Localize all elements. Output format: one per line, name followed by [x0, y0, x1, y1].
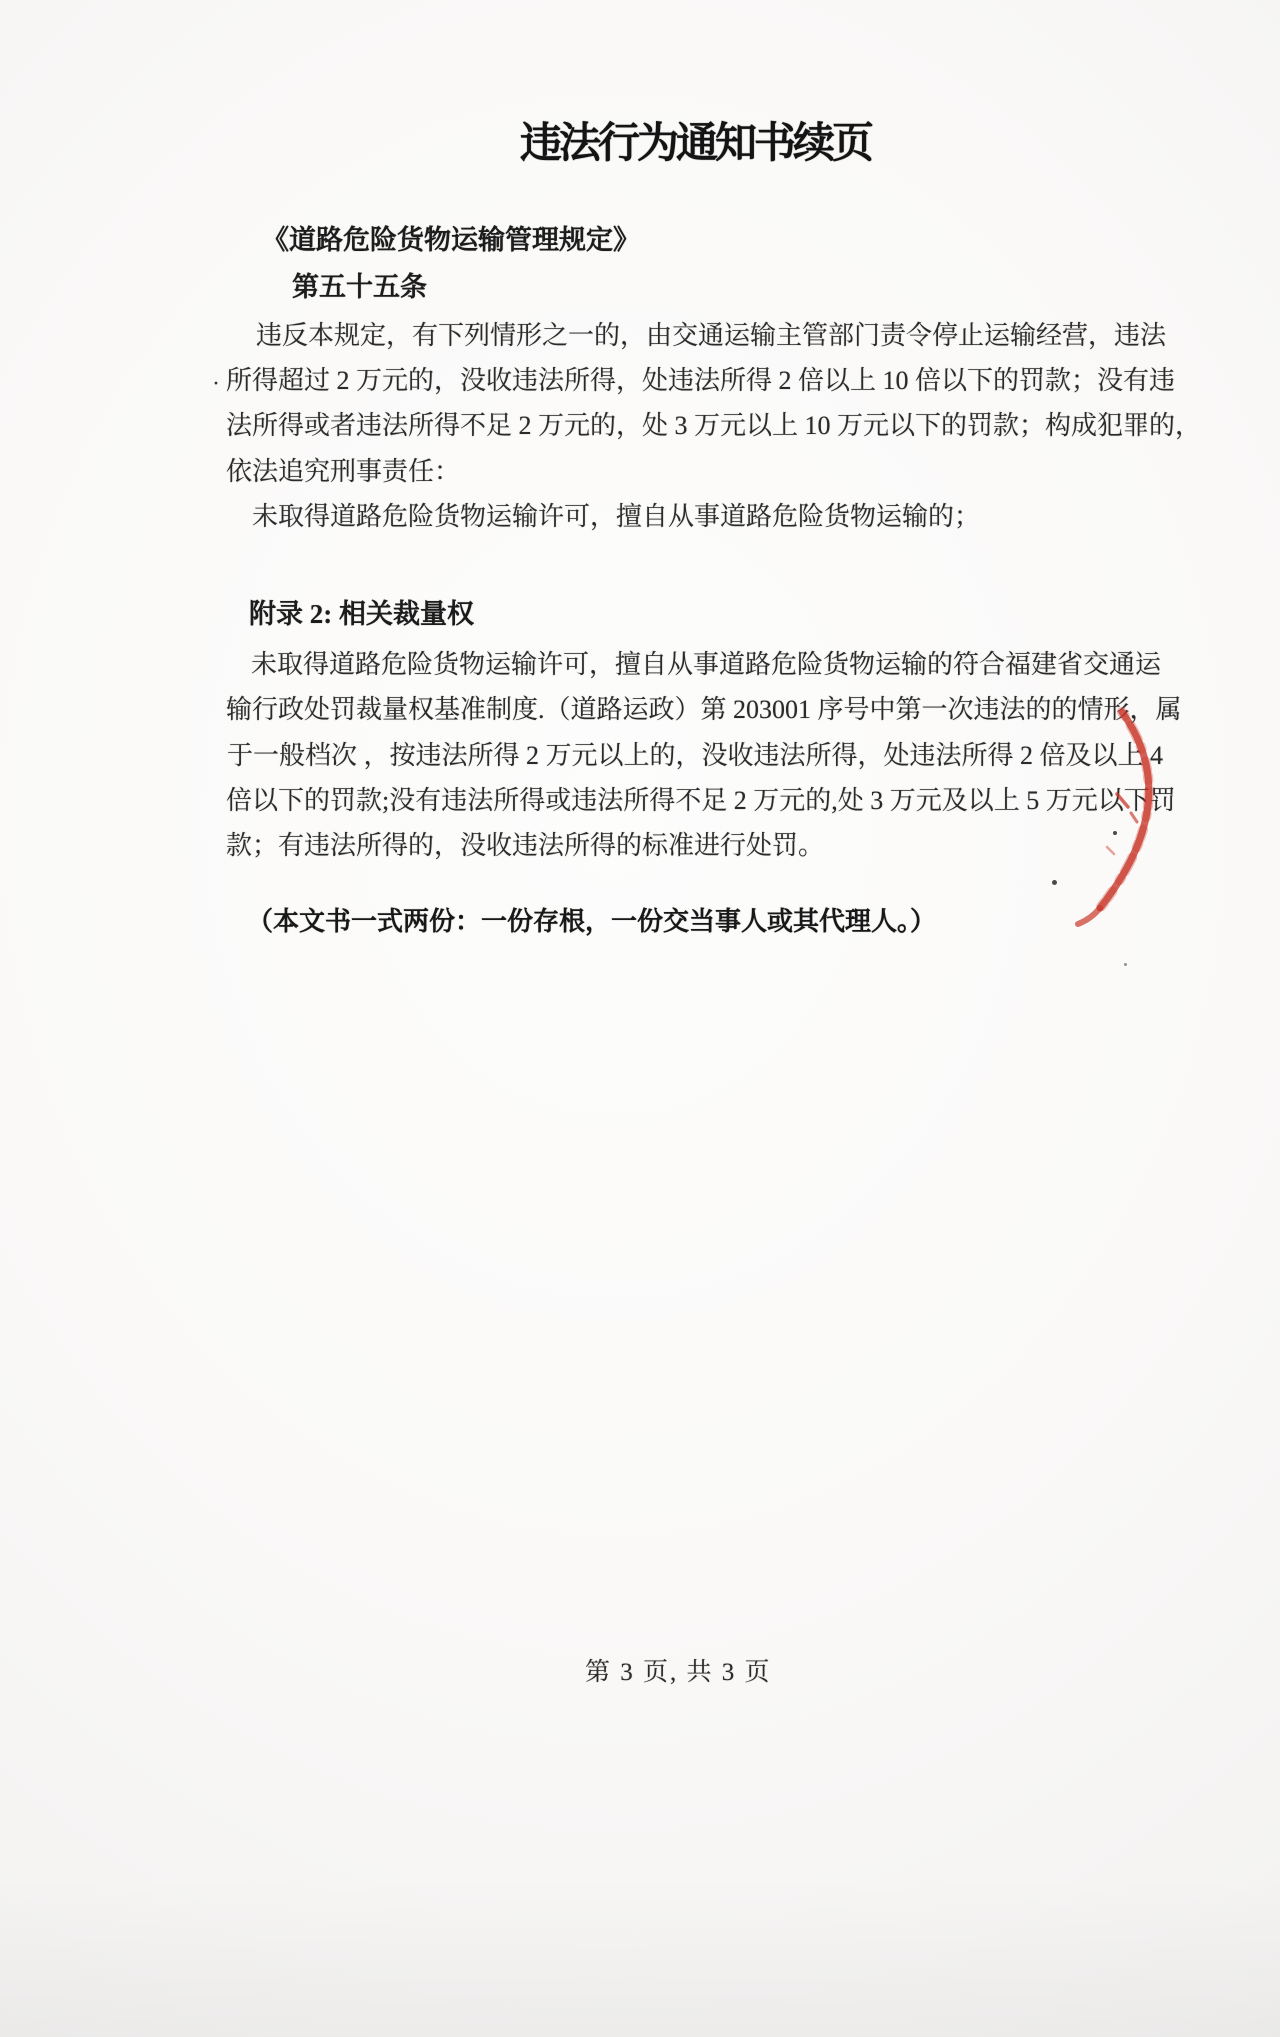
appendix-paragraph-line: 倍以下的罚款;没有违法所得或违法所得不足 2 万元的,处 3 万元及以上 5 万元以下罚 [226, 786, 1176, 815]
appendix-paragraph-line: 输行政处罚裁量权基准制度.（道路运政）第 203001 序号中第一次违法的的情形，属 [226, 695, 1182, 724]
regulation-paragraph-line: 所得超过 2 万元的，没收违法所得，处违法所得 2 倍以上 10 倍以下的罚款；没有违 [226, 366, 1176, 395]
appendix-heading: 附录 2: 相关裁量权 [249, 599, 474, 629]
ink-speck [1052, 880, 1057, 885]
document-title: 违法行为通知书续页 [520, 119, 872, 166]
appendix-paragraph-line: 款；有违法所得的，没收违法所得的标准进行处罚。 [226, 831, 825, 860]
page-number-footer: 第 3 页, 共 3 页 [585, 1659, 772, 1686]
appendix-paragraph-line: 未取得道路危险货物运输许可，擅自从事道路危险货物运输的符合福建省交通运 [251, 650, 1162, 679]
appendix-paragraph-line: 于一般档次 ，按违法所得 2 万元以上的，没收违法所得，处违法所得 2 倍及以上 4 [227, 741, 1164, 770]
regulation-paragraph-line: 违反本规定，有下列情形之一的，由交通运输主管部门责令停止运输经营，违法 [256, 321, 1167, 350]
regulation-paragraph-line: 依法追究刑事责任： [226, 457, 461, 486]
regulation-paragraph-line: 法所得或者违法所得不足 2 万元的，处 3 万元以上 10 万元以下的罚款；构成犯罪的， [226, 411, 1202, 440]
article-number: 第五十五条 [292, 272, 427, 302]
regulation-name: 《道路危险货物运输管理规定》 [262, 225, 640, 255]
copies-note: （本文书一式两份：一份存根，一份交当事人或其代理人。） [247, 906, 937, 936]
stray-ink-dot: · [212, 371, 220, 397]
ink-speck [1113, 831, 1117, 835]
ink-speck [1124, 963, 1127, 966]
regulation-item-line: 未取得道路危险货物运输许可，擅自从事道路危险货物运输的； [252, 502, 981, 531]
